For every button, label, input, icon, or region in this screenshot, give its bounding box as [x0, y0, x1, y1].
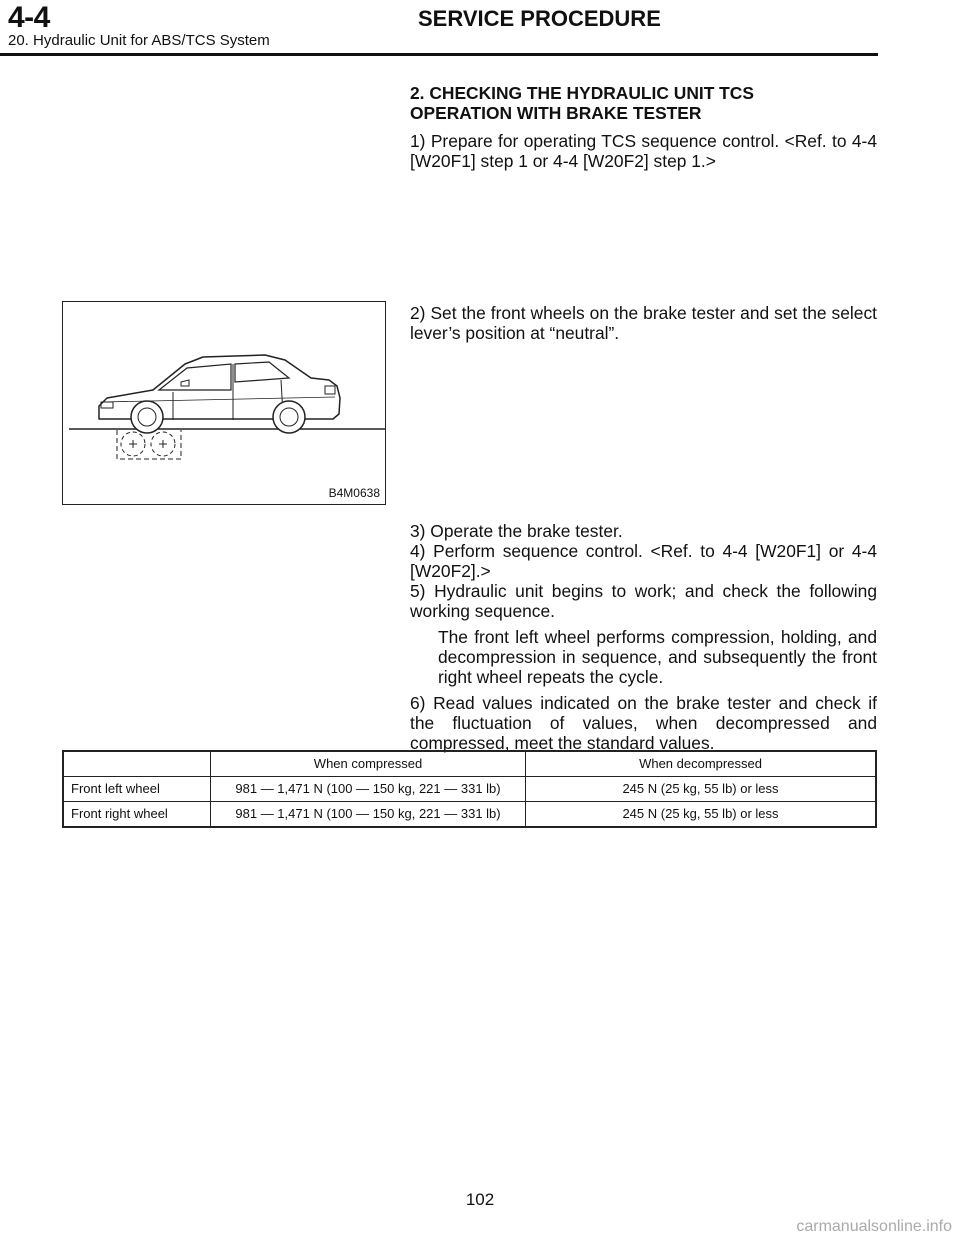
- table-cell: 245 N (25 kg, 55 lb) or less: [526, 777, 877, 802]
- header-rule: [0, 53, 878, 56]
- step-2: 2) Set the front wheels on the brake tester and set the select lever’s position at “neutral”.: [410, 303, 877, 343]
- table-cell: 981 — 1,471 N (100 — 150 kg, 221 — 331 lb): [211, 802, 526, 828]
- table-row: [63, 777, 876, 802]
- watermark: carmanualsonline.info: [796, 1218, 952, 1235]
- steps-3-6-block: [410, 521, 877, 753]
- step-5: 5) Hydraulic unit begins to work; and check the following working sequence.: [410, 581, 877, 621]
- table-header-cell: When compressed: [211, 751, 526, 777]
- figure-label: B4M0638: [328, 486, 380, 500]
- table-header-cell: When decompressed: [526, 751, 877, 777]
- table-header-cell: [63, 751, 211, 777]
- page-header-subtitle: 20. Hydraulic Unit for ABS/TCS System: [8, 32, 270, 49]
- table-cell: Front right wheel: [63, 802, 211, 828]
- step-2-block: [410, 303, 877, 343]
- page-header-title: SERVICE PROCEDURE: [418, 6, 661, 31]
- table-header-row: [63, 751, 876, 777]
- step-5-note: The front left wheel performs compression, holding, and decompression in sequence, and subsequently the front right wheel repeats the cycle.: [438, 627, 877, 687]
- procedure-heading-line1: 2. CHECKING THE HYDRAULIC UNIT TCS: [410, 83, 754, 103]
- table-row: [63, 802, 876, 828]
- standard-values-table: [62, 750, 877, 828]
- table-cell: 245 N (25 kg, 55 lb) or less: [526, 802, 877, 828]
- car-illustration: [63, 302, 385, 504]
- step-1: 1) Prepare for operating TCS sequence control. <Ref. to 4-4 [W20F1] step 1 or 4-4 [W20F2] step 1.>: [410, 131, 877, 171]
- procedure-heading-line2: OPERATION WITH BRAKE TESTER: [410, 103, 702, 123]
- step-3: 3) Operate the brake tester.: [410, 521, 623, 541]
- heading-block: [410, 83, 877, 171]
- page-number: 102: [465, 1190, 495, 1209]
- car-on-brake-tester-figure: [62, 301, 386, 505]
- table-cell: 981 — 1,471 N (100 — 150 kg, 221 — 331 lb): [211, 777, 526, 802]
- table-cell: Front left wheel: [63, 777, 211, 802]
- step-6: 6) Read values indicated on the brake tester and check if the fluctuation of values, when decompressed and compressed, meet the standard values.: [410, 693, 877, 753]
- step-4: 4) Perform sequence control. <Ref. to 4-4 [W20F1] or 4-4 [W20F2].>: [410, 541, 877, 581]
- section-number: 4-4: [8, 1, 50, 34]
